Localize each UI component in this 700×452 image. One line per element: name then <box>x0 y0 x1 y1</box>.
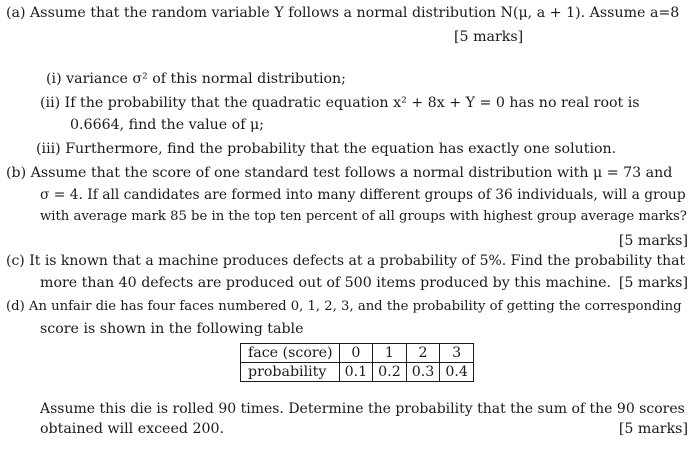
part-d-line2: score is shown in the following table <box>40 321 304 337</box>
part-b-marks: [5 marks] <box>618 233 688 249</box>
part-c-line2: more than 40 defects are produced out of 500 items produced by this machine. <box>40 275 612 291</box>
part-a-subquestion-i: (i) variance σ² of this normal distribution; <box>46 71 346 87</box>
part-d-marks: [5 marks] <box>618 421 688 437</box>
part-d-line3: Assume this die is rolled 90 times. Determine the probability that the sum of the 90 scores <box>40 401 685 417</box>
part-c-marks: [5 marks] <box>618 275 688 291</box>
table-row <box>241 363 474 382</box>
part-a-subquestion-iii: (iii) Furthermore, find the probability that the equation has exactly one solution. <box>36 141 617 157</box>
table-row <box>241 344 474 363</box>
part-d-line4: obtained will exceed 200. <box>40 421 225 437</box>
table-cell: 0.2 <box>373 363 407 382</box>
table-cell: 0.3 <box>406 363 440 382</box>
table-header-cell: face (score) <box>241 344 340 363</box>
part-b-line1: (b) Assume that the score of one standard test follows a normal distribution with μ = 73 and <box>6 165 673 181</box>
part-a-subquestion-ii-line1: (ii) If the probability that the quadratic equation x² + 8x + Y = 0 has no real root is <box>40 95 640 111</box>
part-a-subquestion-ii-line2: 0.6664, find the value of μ; <box>70 117 264 133</box>
part-c-line1: (c) It is known that a machine produces defects at a probability of 5%. Find the probability that <box>6 253 686 269</box>
part-d-line1: (d) An unfair die has four faces numbered 0, 1, 2, 3, and the probability of getting the corresponding <box>6 299 682 314</box>
part-b-line3: with average mark 85 be in the top ten percent of all groups with highest group average marks? <box>40 209 687 224</box>
table-cell: probability <box>241 363 340 382</box>
table-header-cell: 0 <box>339 344 373 363</box>
die-probability-table <box>240 343 474 382</box>
table-cell: 0.4 <box>440 363 474 382</box>
part-a-marks: [5 marks] <box>454 29 524 45</box>
table-header-cell: 2 <box>406 344 440 363</box>
part-a-question-line: (a) Assume that the random variable Y follows a normal distribution N(μ, a + 1). Assume a=8 <box>6 5 680 21</box>
table-cell: 0.1 <box>339 363 373 382</box>
table-header-cell: 3 <box>440 344 474 363</box>
table-header-cell: 1 <box>373 344 407 363</box>
part-b-line2: σ = 4. If all candidates are formed into many different groups of 36 individuals, will a group <box>40 187 686 203</box>
